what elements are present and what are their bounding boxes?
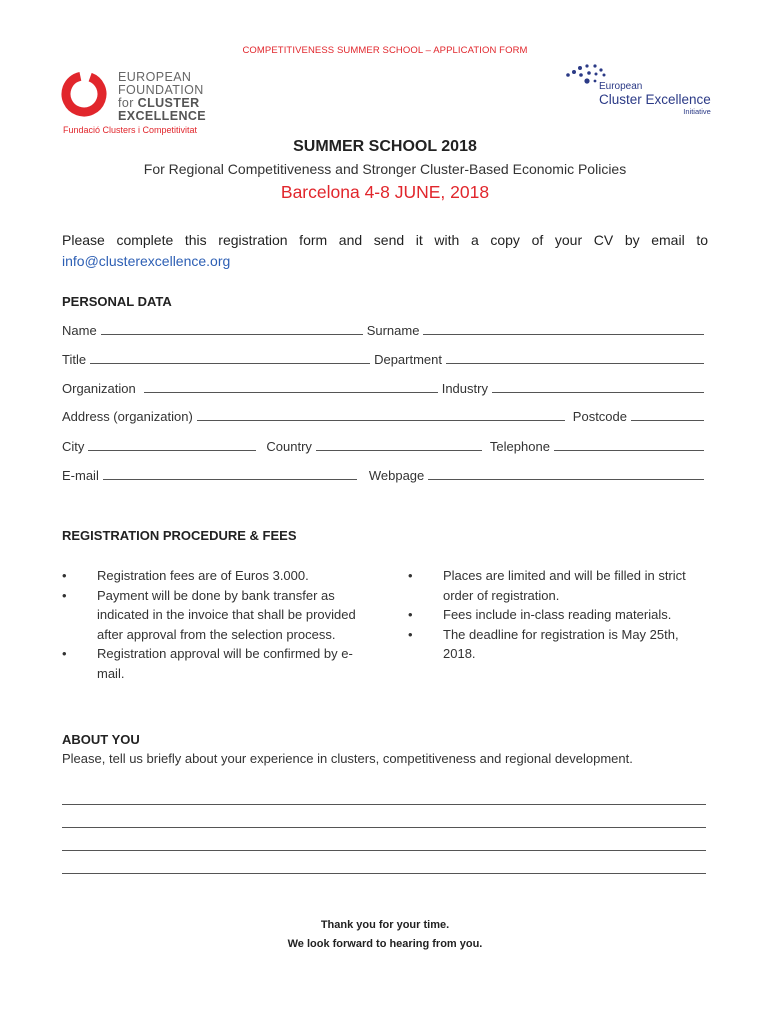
postcode-field[interactable]	[631, 410, 704, 421]
address-label: Address (organization)	[62, 409, 193, 424]
ece-line-2: Cluster Excellence	[599, 92, 711, 107]
intro-text: Please complete this registration form and send it with a copy of your CV by email to	[62, 232, 708, 248]
ece-line-1: European	[599, 81, 643, 92]
efce-ring-icon	[60, 70, 108, 118]
surname-label: Surname	[366, 323, 420, 338]
industry-label: Industry	[441, 381, 488, 396]
efce-line-2: FOUNDATION	[118, 83, 204, 97]
list-item: • Registration fees are of Euros 3.000.	[62, 566, 362, 586]
list-item: • The deadline for registration is May 25th, 2018.	[408, 625, 708, 664]
about-answer-line-1[interactable]	[62, 804, 706, 805]
efce-line-4: EXCELLENCE	[118, 109, 207, 123]
efce-line-1: EUROPEAN	[118, 70, 192, 84]
about-answer-line-4[interactable]	[62, 873, 706, 874]
about-answer-line-3[interactable]	[62, 850, 706, 851]
about-answer-line-2[interactable]	[62, 827, 706, 828]
event-date: Barcelona 4-8 JUNE, 2018	[280, 182, 490, 202]
contact-email-link[interactable]: info@clusterexcellence.org	[62, 253, 231, 269]
city-field[interactable]	[88, 440, 256, 451]
efce-logo-text	[118, 71, 206, 123]
name-field[interactable]	[101, 324, 363, 335]
about-heading: ABOUT YOU	[62, 732, 140, 747]
organization-industry-row	[62, 381, 708, 396]
list-item: • Fees include in-class reading materials.	[408, 605, 708, 625]
about-prompt: Please, tell us briefly about your experience in clusters, competitiveness and regional development.	[62, 751, 633, 766]
personal-data-heading: PERSONAL DATA	[62, 294, 172, 309]
efce-subline: Fundació Clusters i Competitivitat	[63, 125, 198, 135]
country-field[interactable]	[316, 440, 482, 451]
registration-left-list	[62, 566, 362, 683]
organization-label: Organization	[62, 381, 136, 396]
surname-field[interactable]	[423, 324, 704, 335]
city-country-telephone-row	[62, 439, 708, 454]
telephone-label: Telephone	[489, 439, 550, 454]
ece-logo	[565, 62, 715, 124]
webpage-field[interactable]	[428, 469, 704, 480]
form-header-title: COMPETITIVENESS SUMMER SCHOOL – APPLICATION FORM	[242, 45, 528, 56]
list-item: • Places are limited and will be filled in strict order of registration.	[408, 566, 708, 605]
registration-heading: REGISTRATION PROCEDURE & FEES	[62, 528, 297, 543]
list-item: • Payment will be done by bank transfer as indicated in the invoice that shall be provided after approval from the selection process.	[62, 586, 362, 645]
title-field[interactable]	[90, 353, 370, 364]
department-field[interactable]	[446, 353, 704, 364]
title-label: Title	[62, 352, 87, 367]
efce-line-3-bold: CLUSTER	[137, 96, 200, 110]
webpage-label: Webpage	[368, 468, 425, 483]
list-item: • Registration approval will be confirmed by e-mail.	[62, 644, 362, 683]
ece-line-3: Initiative	[683, 107, 711, 116]
closing-message	[0, 916, 770, 954]
country-label: Country	[266, 439, 312, 454]
address-postcode-row	[62, 409, 708, 424]
page-subtitle: For Regional Competitiveness and Stronger Cluster-Based Economic Policies	[143, 161, 627, 177]
ece-logo-text	[599, 81, 711, 116]
closing-line-1: Thank you for your time.	[320, 919, 450, 931]
name-surname-row	[62, 323, 708, 338]
email-webpage-row	[62, 468, 708, 483]
registration-right-list	[408, 566, 708, 664]
email-field[interactable]	[103, 469, 357, 480]
intro-paragraph	[62, 230, 708, 272]
efce-line-3-prefix: for	[118, 96, 134, 110]
title-department-row	[62, 352, 708, 367]
telephone-field[interactable]	[554, 440, 704, 451]
closing-line-2: We look forward to hearing from you.	[287, 938, 483, 950]
email-label: E-mail	[62, 468, 99, 483]
page-title: SUMMER SCHOOL 2018	[293, 138, 477, 155]
city-label: City	[62, 439, 85, 454]
industry-field[interactable]	[492, 382, 704, 393]
address-field[interactable]	[197, 410, 565, 421]
efce-logo	[60, 70, 210, 142]
name-label: Name	[62, 323, 97, 338]
postcode-label: Postcode	[572, 409, 627, 424]
organization-field[interactable]	[144, 382, 438, 393]
department-label: Department	[374, 352, 442, 367]
